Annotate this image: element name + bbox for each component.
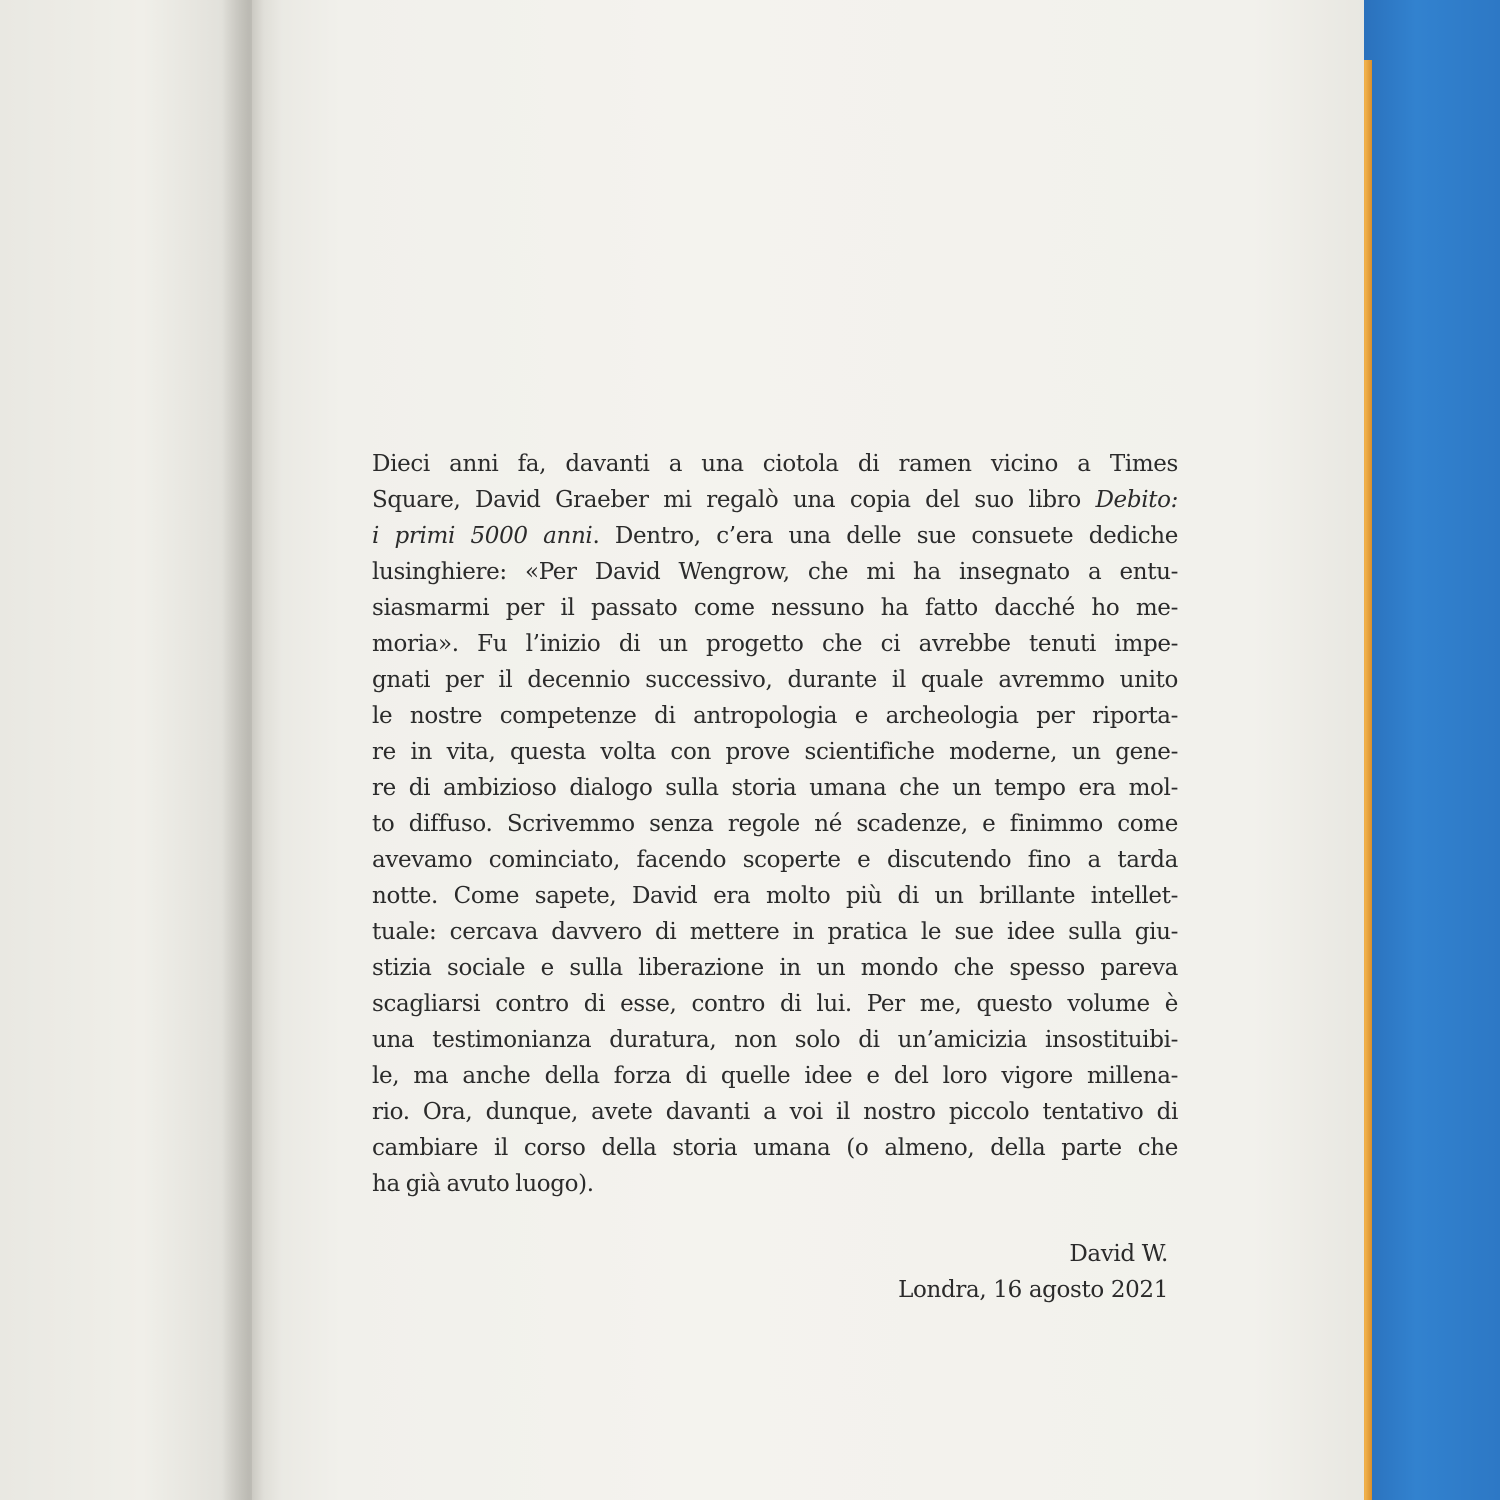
left-page	[0, 0, 260, 1500]
text-line: re in vita, questa volta con prove scientifiche moderne, un gene-	[372, 739, 1178, 765]
book-title-italic: i primi 5000 anni	[372, 523, 593, 549]
book-gutter	[222, 0, 282, 1500]
blue-background	[1360, 0, 1500, 1500]
text-line: siasmarmi per il passato come nessuno ha fatto dacché ho me-	[372, 595, 1178, 621]
text-line: scagliarsi contro di esse, contro di lui. Per me, questo volume è	[372, 991, 1178, 1017]
text-line: lusinghiere: «Per David Wengrow, che mi ha insegnato a entu-	[372, 559, 1178, 585]
text-line: le nostre competenze di antropologia e archeologia per riporta-	[372, 703, 1178, 729]
signature-name: David W.	[1069, 1241, 1168, 1267]
text-line: stizia sociale e sulla liberazione in un mondo che spesso pareva	[372, 955, 1178, 981]
text-line: cambiare il corso della storia umana (o almeno, della parte che	[372, 1135, 1178, 1161]
text-line: tuale: cercava davvero di mettere in pratica le sue idee sulla giu-	[372, 919, 1178, 945]
book-title-italic: Debito:	[1095, 487, 1178, 513]
dedication-text	[372, 446, 1178, 1202]
text-line: le, ma anche della forza di quelle idee e del loro vigore millena-	[372, 1063, 1178, 1089]
text-line: re di ambizioso dialogo sulla storia umana che un tempo era mol-	[372, 775, 1178, 801]
text-line: avevamo cominciato, facendo scoperte e discutendo fino a tarda	[372, 847, 1178, 873]
signature-place-date: Londra, 16 agosto 2021	[898, 1277, 1168, 1303]
text-line: to diffuso. Scrivemmo senza regole né scadenze, e finimmo come	[372, 811, 1178, 837]
text-line: Dieci anni fa, davanti a una ciotola di ramen vicino a Times	[372, 451, 1178, 477]
text-line: moria». Fu l’inizio di un progetto che ci avrebbe tenuti impe-	[372, 631, 1178, 657]
signature-block	[898, 1236, 1168, 1308]
text-line: ha già avuto luogo).	[372, 1171, 594, 1197]
text-line: gnati per il decennio successivo, durante il quale avremmo unito	[372, 667, 1178, 693]
text-line: notte. Come sapete, David era molto più di un brillante intellet-	[372, 883, 1178, 909]
text-line: una testimonianza duratura, non solo di un’amicizia insostituibi-	[372, 1027, 1178, 1053]
text-line: Square, David Graeber mi regalò una copia del suo libro Debito:	[372, 487, 1178, 513]
text-line: i primi 5000 anni. Dentro, c’era una delle sue consuete dediche	[372, 523, 1178, 549]
text-line: rio. Ora, dunque, avete davanti a voi il nostro piccolo tentativo di	[372, 1099, 1178, 1125]
